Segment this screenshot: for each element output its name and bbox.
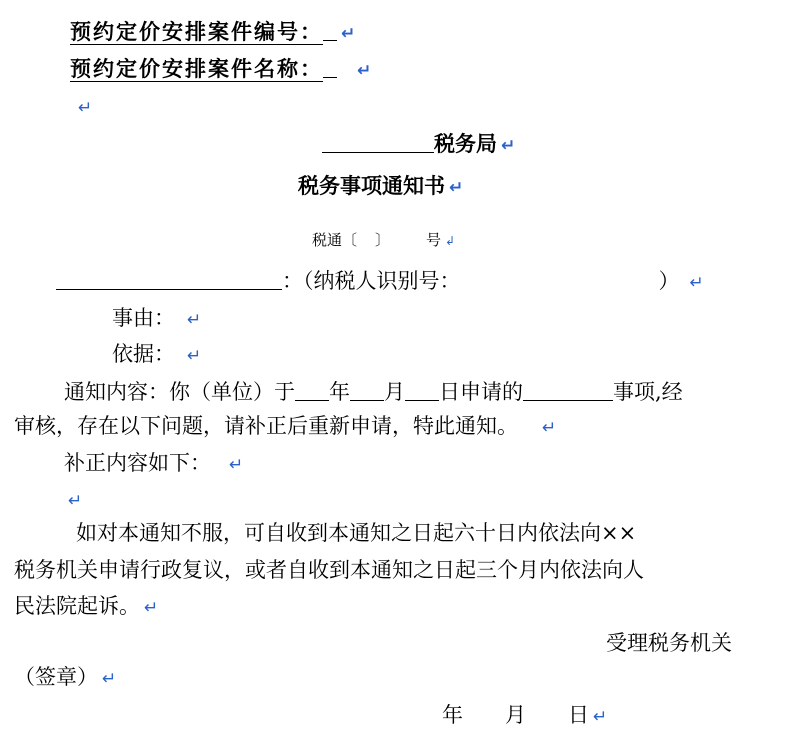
notice-title [298,173,463,201]
doc-number-mid: 〕 [375,231,391,249]
notice-title-text: 税务事项通知书 [298,173,445,198]
paragraph-mark-icon: ↵ [187,310,202,330]
small-mark-icon: ↲ [445,234,456,248]
bureau-name-blank [322,130,434,153]
reason-line [112,305,201,333]
taxpayer-id-label: （纳税人识别号： [303,269,461,293]
empty-paragraph [74,93,92,121]
close-paren: ） [658,269,680,293]
date-day: 日 [568,703,589,727]
paragraph-mark-icon: ↵ [68,491,83,511]
paragraph-mark-icon: ↵ [144,598,159,618]
addressee-colon: ： [282,269,303,293]
appeal-text-1: 如对本通知不服，可自收到本通知之日起六十日内依法向×× [76,521,637,545]
paragraph-mark-icon: ↵ [102,669,117,689]
case-name-label: 预约定价安排案件名称： [70,56,323,81]
case-name-blank [323,55,337,78]
paragraph-mark-icon: ↵ [357,61,374,81]
doc-number-line [312,227,455,254]
appeal-text-2: 税务机关申请行政复议，或者自收到本通知之日起三个月内依法向人 [14,558,644,582]
date-year: 年 [442,703,463,727]
day-blank [405,378,439,401]
paragraph-mark-icon: ↵ [449,178,464,198]
appeal-line-1 [76,520,636,546]
appeal-line-2 [14,557,644,583]
seal-line [14,664,116,692]
correction-label: 补正内容如下： [64,451,211,475]
taxpayer-name-blank [56,267,282,290]
year-blank [295,378,329,401]
authority-line [606,630,732,656]
paragraph-mark-icon: ↵ [542,418,557,438]
matter-blank [523,378,613,401]
reason-label: 事由： [112,306,175,330]
paragraph-mark-icon: ↵ [593,707,608,727]
notice-content-line [64,378,683,405]
month-label: 月 [384,380,405,404]
day-applied-label: 日申请的 [439,380,523,404]
paragraph-mark-icon: ↵ [501,136,516,156]
seal-text: （签章） [14,665,98,689]
case-number-blank [323,18,337,41]
year-label: 年 [329,380,350,404]
case-name-line [70,55,373,84]
case-number-line [70,18,357,47]
month-blank [350,378,384,401]
matter-end: 事项,经 [613,380,683,404]
bureau-suffix: 税务局 [434,131,497,156]
doc-number-prefix: 税通〔 [312,231,358,249]
paragraph-mark-icon: ↵ [78,98,93,118]
date-month: 月 [505,703,526,727]
paragraph-mark-icon: ↵ [341,24,358,44]
paragraph-mark-icon: ↵ [187,346,202,366]
date-line [442,702,607,730]
correction-line [64,450,243,478]
doc-number-suffix: 号 [426,231,442,249]
paragraph-mark-icon: ↵ [229,455,244,475]
content-start: 通知内容：你（单位）于 [64,380,295,404]
content-line-2: 审核，存在以下问题，请补正后重新申请，特此通知。 [14,414,518,438]
appeal-text-3: 民法院起诉。 [14,594,140,618]
empty-paragraph-2 [64,486,82,514]
basis-label: 依据： [112,342,175,366]
notice-content-line-2 [14,413,556,441]
case-number-label: 预约定价安排案件编号： [70,19,323,44]
paragraph-mark-icon: ↵ [689,273,704,293]
basis-line [112,341,201,369]
addressee-line [56,267,704,296]
authority-text: 受理税务机关 [606,631,732,655]
bureau-line [322,130,515,159]
appeal-line-3 [14,593,158,621]
